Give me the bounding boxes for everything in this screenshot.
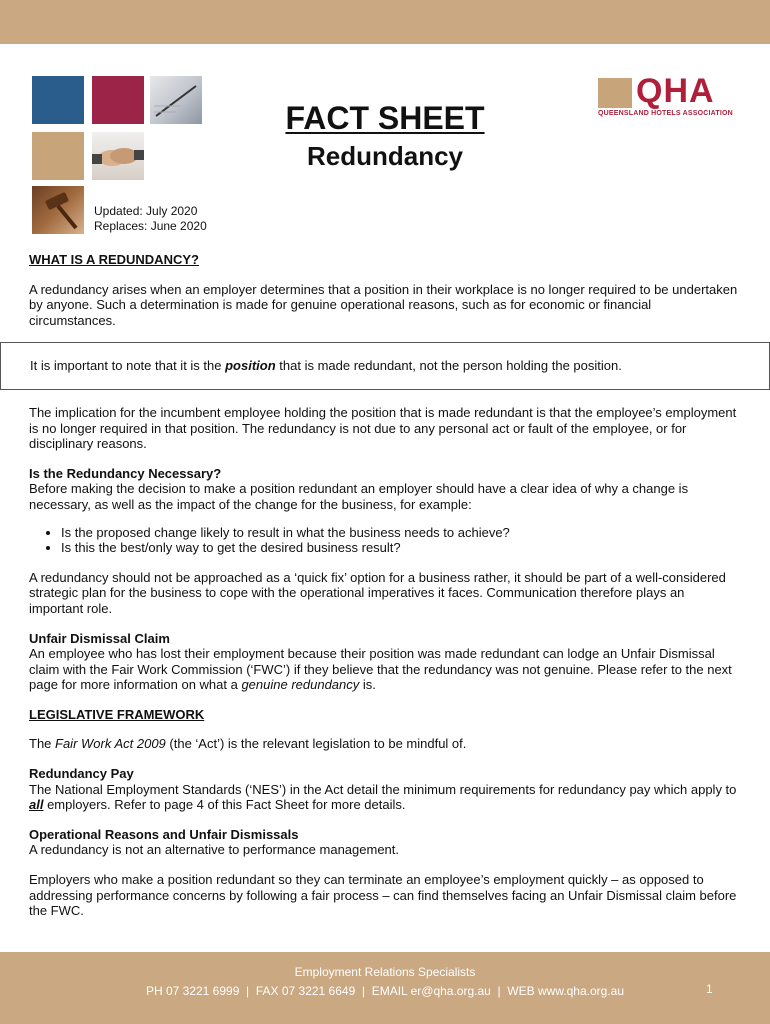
fair-work-act-emphasis: Fair Work Act 2009 — [55, 736, 166, 752]
main-content — [29, 252, 741, 933]
page-number: 1 — [706, 982, 713, 996]
updated-date: Updated: July 2020 — [94, 204, 198, 218]
fwa-text-end: (the ‘Act’) is the relevant legislation to be mindful of. — [165, 736, 467, 752]
paragraph-definition: A redundancy arises when an employer determines that a position in their workplace is no longer required to be undertaken by anyone. Such a determination is made for genuine operational reasons, such as for economic or financial circumstances. — [29, 281, 738, 328]
pay-text-end: employers. Refer to page 4 of this Fact Sheet for more details. — [43, 797, 406, 813]
heading-unfair-dismissal: Unfair Dismissal Claim — [29, 630, 170, 646]
example-list — [29, 525, 741, 556]
pay-text-start: The National Employment Standards (‘NES’) in the Act detail the minimum requirements for redundancy pay which apply to — [29, 781, 737, 797]
footer-title: Employment Relations Specialists — [294, 965, 476, 979]
footer-contact: PH 07 3221 6999 | FAX 07 3221 6649 | EMAIL er@qha.org.au | WEB www.qha.org.au — [145, 984, 625, 998]
list-item: • Is the proposed change likely to result in what the business needs to achieve? — [61, 525, 741, 541]
all-emphasis: all — [29, 797, 44, 813]
paragraph-employers: Employers who make a position redundant so they can terminate an employee’s employment quickly – as opposed to addressing performance concerns by following a fair process – can find themselves facing an Unfair Dismissal claim before the FWC. — [29, 872, 737, 919]
paragraph-redundancy-pay — [29, 782, 741, 813]
callout-text-end: that is made redundant, not the person holding the position. — [275, 358, 622, 374]
fact-sheet-title — [0, 100, 770, 137]
heading-necessary: Is the Redundancy Necessary? — [29, 465, 222, 481]
genuine-redundancy-emphasis: genuine redundancy — [241, 677, 360, 693]
callout-box — [0, 342, 770, 390]
paragraph-implication: The implication for the incumbent employee holding the position that is made redundant is that the employee’s employment is no longer required in that position. The redundancy is not due to any personal act or fault of the employee, or for disciplinary reasons. — [29, 404, 737, 452]
paragraph-fair-work-act — [29, 736, 741, 752]
paragraph-necessary: Before making the decision to make a position redundant an employer should have a clear idea of why a change is necessary, as well as the impact of the change for the business, for example: — [29, 481, 689, 512]
fwa-text-start: The — [29, 736, 56, 752]
qha-logo-subtitle: QUEENSLAND HOTELS ASSOCIATION — [598, 110, 733, 117]
heading-operational-reasons: Operational Reasons and Unfair Dismissals — [29, 826, 299, 842]
qha-logo-text: QHA — [636, 72, 715, 110]
unfair-text-start: An employee who has lost their employment because their position was made redundant can lodge an Unfair Dismissal claim with the Fair Work Commission (‘FWC’) if they believe that the redundancy was not genuine. Please refer to the next page for more information on what a — [29, 646, 732, 693]
version-info — [94, 204, 207, 234]
footer-band — [0, 952, 770, 1024]
paragraph-unfair-dismissal — [29, 646, 741, 693]
heading-legislative-framework: LEGISLATIVE FRAMEWORK — [29, 706, 205, 722]
callout-emphasis: position — [225, 358, 276, 374]
callout-text-start: It is important to note that it is the — [30, 358, 226, 374]
fact-sheet-title-text: FACT SHEET — [285, 100, 485, 136]
heading-redundancy-pay: Redundancy Pay — [29, 766, 134, 782]
heading-what-is-redundancy: WHAT IS A REDUNDANCY? — [29, 252, 199, 267]
paragraph-operational-reasons: A redundancy is not an alternative to performance management. — [29, 842, 399, 858]
list-item: • Is this the best/only way to get the desired business result? — [61, 540, 741, 556]
replaces-date: Replaces: June 2020 — [94, 219, 207, 233]
fact-sheet-subtitle: Redundancy — [306, 141, 464, 171]
unfair-text-end: is. — [359, 677, 376, 693]
top-band — [0, 0, 770, 44]
header-photo-gavel-icon — [32, 186, 84, 234]
paragraph-quick-fix: A redundancy should not be approached as a ‘quick fix’ option for a business rather, it should be part of a well-considered strategic plan for the business to cope with the operational imperatives it faces. Communication therefore plays an important role. — [29, 569, 726, 616]
